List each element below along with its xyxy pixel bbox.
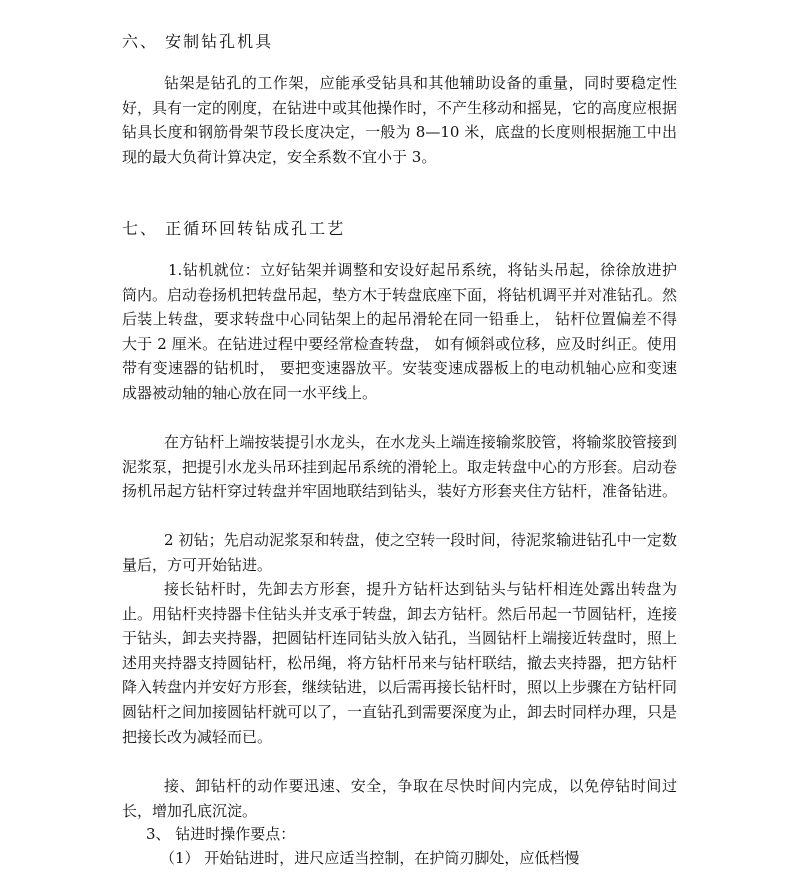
section-7-heading: 七、 正循环回转钻成孔工艺	[122, 219, 346, 238]
step-1-paragraph: 1.钻机就位：立好钻架并调整和安设好起吊系统，将钻头吊起，徐徐放进护筒内。启动卷扬机把转盘吊起，垫方木于转盘底座下面，将钻机调平并对准钻孔。然后装上转盘，要求转盘中心同钻架上的起吊滑轮在同一铅垂上， 钻杆位置偏差不得大于 2 厘米。在钻进过程中要经常检查转盘， 如有倾斜或位移，应及时纠正。使用带有变速器的钻机时， 要把变速器放平。安装变速成器板上的电动机轴心应和变速成器被动轴的轴心放在同一水平线上。	[122, 261, 678, 402]
hose-setup-paragraph: 在方钻杆上端按装提引水龙头，在水龙头上端连接输浆胶管，将输浆胶管接到泥浆泵，把提引水龙头吊环挂到起吊系统的滑轮上。取走转盘中心的方形套。启动卷扬机吊起方钻杆穿过转盘并牢固地联结到钻头，装好方形套夹住方钻杆，准备钻进。	[122, 433, 678, 501]
step-2-paragraph: 2 初钻；先启动泥浆泵和转盘，使之空转一段时间，待泥浆输进钻孔中一定数量后，方可开始钻进。	[122, 531, 677, 574]
step-3-item-1: （1） 开始钻进时，进尺应适当控制，在护筒刃脚处，应低档慢	[160, 849, 580, 867]
section-6-paragraph: 钻架是钻孔的工作架，应能承受钻具和其他辅助设备的重量，同时要稳定性好，具有一定的刚度，在钻进中或其他操作时，不产生移动和摇晃，它的高度应根据钻具长度和钢筋骨架节段长度决定，一般为 8—10 米，底盘的长度则根据施工中出现的最大负荷计算决定，安全系数不宜小于 3。	[122, 74, 678, 166]
extend-drill-rod-paragraph: 接长钻杆时，先卸去方形套，提升方钻杆达到钻头与钻杆相连处露出转盘为止。用钻杆夹持器卡住钻头并支承于转盘，卸去方钻杆。然后吊起一节圆钻杆，连接于钻头，卸去夹持器，把圆钻杆连同钻头放入钻孔，当圆钻杆上端接近转盘时，照上述用夹持器支持圆钻杆，松吊绳，将方钻杆吊来与钻杆联结，撤去夹持器，把方钻杆降入转盘内并安好方形套，继续钻进，以后需再接长钻杆时，照以上步骤在方钻杆同圆钻杆之间加接圆钻杆就可以了，一直钻孔到需要深度为止，卸去时同样办理，只是把接长改为减轻而已。	[122, 580, 678, 746]
step-3-heading: 3、 钻进时操作要点：	[146, 825, 296, 843]
section-6-heading: 六、 安制钻孔机具	[122, 32, 274, 51]
connect-disconnect-paragraph: 接、卸钻杆的动作要迅速、安全，争取在尽快时间内完成，以免停钻时间过长，增加孔底沉淀。	[122, 777, 677, 820]
